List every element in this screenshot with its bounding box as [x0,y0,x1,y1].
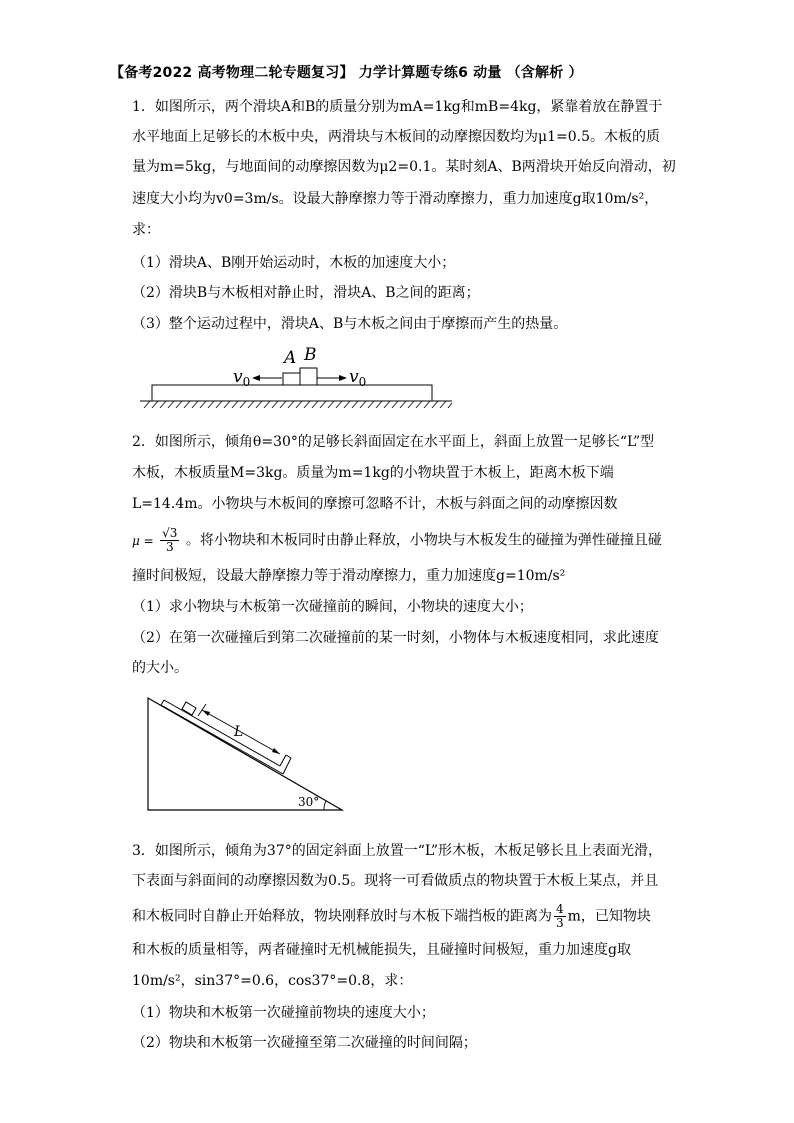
q1-figure [140,340,460,412]
angle-label: 30° [298,795,320,809]
q2-figure [140,692,350,816]
mu-formula: μ = $\frac{√3}{3}$ [132,526,178,554]
v0-right-label: $v_0$ [349,367,367,389]
l-board [161,700,291,774]
label-b: B [304,345,317,365]
q3-line-3: 和木板同时自静止开始释放，物块刚释放时与木板下端挡板的距离为 $\frac{4}{3}$ m，已知物块 [132,902,651,930]
q1-part-3: （3）整个运动过程中，滑块A、B与木板之间由于摩擦而产生的热量。 [132,316,568,332]
q2-line-5: 撞时间极短，设最大静摩擦力等于滑动摩擦力，重力加速度g=10m/s² [132,568,566,584]
q2-part-2: （2）在第一次碰撞后到第二次碰撞前的某一时刻，小物体与木板速度相同，求此速度 [132,630,659,646]
q1-line-4: 速度大小均为v0=3m/s。设最大静摩擦力等于滑动摩擦力，重力加速度g取10m/s²， [132,191,659,207]
q3-line-1: 3．如图所示，倾角为37°的固定斜面上放置一“L”形木板，木板足够长且上表面光滑， [132,843,662,859]
document-title: 【备考2022 高考物理二轮专题复习】 力学计算题专练6 动量 （含解析 ） [110,65,583,81]
q1-line-3: 量为m=5kg，与地面间的动摩擦因数为μ2=0.1。某时刻A、B两滑块开始反向滑动，初 [132,159,676,175]
label-l: L [234,724,244,740]
q1-part-2: （2）滑块B与木板相对静止时，滑块A、B之间的距离； [132,285,480,301]
q3-part-2: （2）物块和木板第一次碰撞至第二次碰撞的时间间隔； [132,1035,477,1051]
v0-left-label: $v_0$ [233,367,251,389]
q3-line-2: 下表面与斜面间的动摩擦因数为0.5。现将一可看做质点的物块置于木板上某点，并且 [132,873,659,889]
q3-part-1: （1）物块和木板第一次碰撞前物块的速度大小； [132,1005,435,1021]
q1-line-5: 求： [132,222,160,238]
frac-4-3: $\frac{4}{3}$ [556,902,564,930]
small-block [182,702,196,715]
q1-line-1: 1．如图所示，两个滑块A和B的质量分别为mA=1kg和mB=4kg，紧靠着放在静置于 [132,99,663,115]
dimension-arrow-end [272,748,280,754]
q2-line-3: L=14.4m。小物块与木板间的摩擦可忽略不计，木板与斜面之间的动摩擦因数 [132,496,618,512]
q2-part-2-cont: 的大小。 [132,660,188,676]
block-a [283,373,300,385]
q2-part-1: （1）求小物块与木板第一次碰撞前的瞬间，小物块的速度大小； [132,599,533,615]
arrow-left-head [252,375,260,381]
q1-line-2: 水平地面上足够长的木板中央，两滑块与木板间的动摩擦因数均为μ1=0.5。木板的质 [132,129,660,145]
q3-line-4: 和木板的质量相等，两者碰撞时无机械能损失，且碰撞时间极短，重力加速度g取 [132,942,631,958]
angle-arc [324,801,326,810]
ground-hatching [144,401,452,408]
arrow-right-head [339,375,347,381]
board [152,385,432,401]
block-b [300,368,317,385]
q2-line-1: 2．如图所示，倾角θ=30°的足够长斜面固定在水平面上，斜面上放置一足够长“L”型 [132,434,655,450]
incline-triangle [148,698,342,810]
q3-line-5: 10m/s²，sin37°=0.6，cos37°=0.8，求： [132,973,413,989]
dimension-arrow-start [202,710,210,716]
q2-line-4: μ = $\frac{√3}{3}$ 。将小物块和木板同时由静止释放，小物块与木板发生的碰撞为弹性碰撞且碰 [132,526,662,554]
label-a: A [284,348,297,368]
q1-part-1: （1）滑块A、B刚开始运动时，木板的加速度大小； [132,255,456,271]
q2-line-2: 木板，木板质量M=3kg。质量为m=1kg的小物块置于木板上，距离木板下端 [132,465,614,481]
